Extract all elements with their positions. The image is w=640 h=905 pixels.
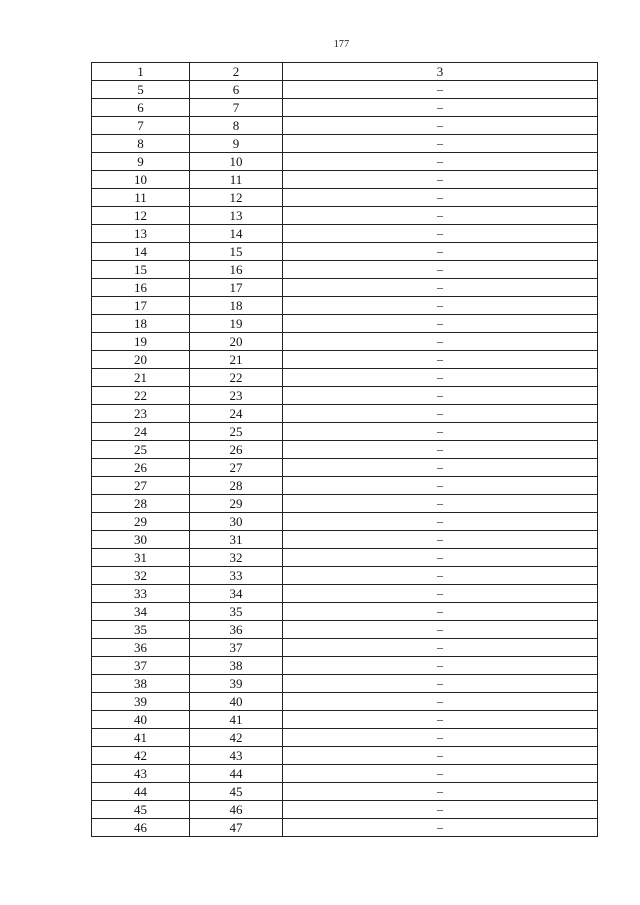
table-cell-col-1: 12 (92, 207, 190, 225)
table-cell-col-3: – (283, 99, 598, 117)
table-cell-col-1: 27 (92, 477, 190, 495)
table-cell-col-2: 23 (190, 387, 283, 405)
table-cell-col-3: – (283, 189, 598, 207)
table-row (92, 657, 598, 675)
table-row (92, 693, 598, 711)
table-cell-col-2: 12 (190, 189, 283, 207)
table-cell-col-3: – (283, 117, 598, 135)
table-cell-col-2: 32 (190, 549, 283, 567)
table-cell-col-1: 31 (92, 549, 190, 567)
table-cell-col-2: 34 (190, 585, 283, 603)
table-row (92, 117, 598, 135)
table-cell-col-2: 27 (190, 459, 283, 477)
table-cell-col-2: 47 (190, 819, 283, 837)
table-cell-col-2: 42 (190, 729, 283, 747)
table-cell-col-3: – (283, 693, 598, 711)
table-row (92, 423, 598, 441)
table-cell-col-3: – (283, 135, 598, 153)
table-row (92, 207, 598, 225)
table-cell-col-3: – (283, 333, 598, 351)
table-cell-col-1: 9 (92, 153, 190, 171)
table-cell-col-2: 13 (190, 207, 283, 225)
table-cell-col-3: – (283, 279, 598, 297)
table-cell-col-1: 28 (92, 495, 190, 513)
table-row (92, 477, 598, 495)
table-cell-col-3: – (283, 405, 598, 423)
table-cell-col-3: – (283, 729, 598, 747)
table-cell-col-3: – (283, 711, 598, 729)
table-row (92, 639, 598, 657)
table-cell-col-1: 45 (92, 801, 190, 819)
data-table (91, 62, 598, 837)
table-cell-col-2: 35 (190, 603, 283, 621)
table-cell-col-1: 20 (92, 351, 190, 369)
table-cell-col-2: 24 (190, 405, 283, 423)
table-cell-col-3: – (283, 423, 598, 441)
column-header-3: 3 (283, 63, 598, 81)
table-cell-col-2: 33 (190, 567, 283, 585)
table-cell-col-3: – (283, 81, 598, 99)
table-row (92, 459, 598, 477)
table-row (92, 621, 598, 639)
table-cell-col-1: 42 (92, 747, 190, 765)
table-body (92, 81, 598, 837)
table-cell-col-2: 14 (190, 225, 283, 243)
table-cell-col-2: 10 (190, 153, 283, 171)
table-cell-col-1: 18 (92, 315, 190, 333)
table-cell-col-1: 17 (92, 297, 190, 315)
table-cell-col-1: 19 (92, 333, 190, 351)
table-cell-col-3: – (283, 297, 598, 315)
table-row (92, 531, 598, 549)
table-cell-col-2: 28 (190, 477, 283, 495)
table-cell-col-3: – (283, 585, 598, 603)
table-row (92, 369, 598, 387)
table-row (92, 585, 598, 603)
table-cell-col-3: – (283, 459, 598, 477)
column-header-1: 1 (92, 63, 190, 81)
table-cell-col-2: 22 (190, 369, 283, 387)
table-cell-col-3: – (283, 351, 598, 369)
table-row (92, 441, 598, 459)
table-cell-col-2: 19 (190, 315, 283, 333)
table-row (92, 783, 598, 801)
table-cell-col-2: 17 (190, 279, 283, 297)
table-cell-col-3: – (283, 603, 598, 621)
table-cell-col-3: – (283, 531, 598, 549)
table-row (92, 315, 598, 333)
table-row (92, 513, 598, 531)
table-cell-col-1: 36 (92, 639, 190, 657)
table-cell-col-2: 46 (190, 801, 283, 819)
table-cell-col-2: 15 (190, 243, 283, 261)
table-cell-col-1: 16 (92, 279, 190, 297)
table-cell-col-1: 43 (92, 765, 190, 783)
table-row (92, 747, 598, 765)
table-cell-col-3: – (283, 153, 598, 171)
table-row (92, 189, 598, 207)
table-cell-col-2: 11 (190, 171, 283, 189)
table-cell-col-1: 32 (92, 567, 190, 585)
table-row (92, 333, 598, 351)
header-row (92, 63, 598, 81)
table-cell-col-1: 5 (92, 81, 190, 99)
table-cell-col-3: – (283, 387, 598, 405)
table-cell-col-1: 7 (92, 117, 190, 135)
table-cell-col-1: 40 (92, 711, 190, 729)
table-row (92, 711, 598, 729)
table-cell-col-1: 41 (92, 729, 190, 747)
table-cell-col-1: 22 (92, 387, 190, 405)
table-cell-col-1: 46 (92, 819, 190, 837)
table-cell-col-1: 24 (92, 423, 190, 441)
table-cell-col-3: – (283, 171, 598, 189)
table-cell-col-1: 10 (92, 171, 190, 189)
table-cell-col-2: 18 (190, 297, 283, 315)
table-row (92, 819, 598, 837)
table-cell-col-2: 44 (190, 765, 283, 783)
table-row (92, 765, 598, 783)
table-cell-col-3: – (283, 567, 598, 585)
table-cell-col-1: 15 (92, 261, 190, 279)
table-cell-col-2: 21 (190, 351, 283, 369)
table-cell-col-1: 44 (92, 783, 190, 801)
table-cell-col-1: 6 (92, 99, 190, 117)
table-cell-col-3: – (283, 801, 598, 819)
table-cell-col-1: 13 (92, 225, 190, 243)
table-cell-col-2: 39 (190, 675, 283, 693)
table-cell-col-2: 29 (190, 495, 283, 513)
table-cell-col-2: 36 (190, 621, 283, 639)
table-cell-col-1: 34 (92, 603, 190, 621)
table-row (92, 567, 598, 585)
table-row (92, 261, 598, 279)
table-cell-col-2: 9 (190, 135, 283, 153)
table-row (92, 225, 598, 243)
table-cell-col-2: 43 (190, 747, 283, 765)
table-cell-col-2: 16 (190, 261, 283, 279)
table-cell-col-3: – (283, 783, 598, 801)
table-cell-col-2: 40 (190, 693, 283, 711)
table-cell-col-2: 20 (190, 333, 283, 351)
table-cell-col-1: 8 (92, 135, 190, 153)
table-cell-col-1: 21 (92, 369, 190, 387)
table-cell-col-1: 33 (92, 585, 190, 603)
table-cell-col-3: – (283, 549, 598, 567)
table-cell-col-3: – (283, 477, 598, 495)
table-cell-col-1: 39 (92, 693, 190, 711)
table-cell-col-3: – (283, 243, 598, 261)
table-cell-col-2: 31 (190, 531, 283, 549)
table-row (92, 297, 598, 315)
table-cell-col-1: 23 (92, 405, 190, 423)
table-header (92, 63, 598, 81)
table-cell-col-3: – (283, 225, 598, 243)
table-cell-col-1: 14 (92, 243, 190, 261)
table-cell-col-1: 25 (92, 441, 190, 459)
table-cell-col-2: 26 (190, 441, 283, 459)
table-row (92, 675, 598, 693)
table-row (92, 279, 598, 297)
table-cell-col-3: – (283, 261, 598, 279)
table-cell-col-2: 25 (190, 423, 283, 441)
table-cell-col-3: – (283, 441, 598, 459)
table-cell-col-3: – (283, 675, 598, 693)
table-row (92, 549, 598, 567)
table-cell-col-3: – (283, 639, 598, 657)
page-number: 177 (333, 39, 350, 50)
table-cell-col-3: – (283, 765, 598, 783)
table-cell-col-1: 37 (92, 657, 190, 675)
table-cell-col-1: 38 (92, 675, 190, 693)
table-cell-col-2: 7 (190, 99, 283, 117)
table-row (92, 387, 598, 405)
table-cell-col-3: – (283, 495, 598, 513)
table-cell-col-2: 6 (190, 81, 283, 99)
table-row (92, 99, 598, 117)
table-cell-col-3: – (283, 369, 598, 387)
table-row (92, 603, 598, 621)
table-row (92, 81, 598, 99)
table-cell-col-2: 30 (190, 513, 283, 531)
table-cell-col-2: 45 (190, 783, 283, 801)
table-cell-col-2: 37 (190, 639, 283, 657)
table-cell-col-1: 26 (92, 459, 190, 477)
table-row (92, 405, 598, 423)
table-row (92, 171, 598, 189)
table-row (92, 243, 598, 261)
table-cell-col-1: 11 (92, 189, 190, 207)
table-row (92, 801, 598, 819)
column-header-2: 2 (190, 63, 283, 81)
table-cell-col-3: – (283, 657, 598, 675)
table-row (92, 351, 598, 369)
table-cell-col-1: 35 (92, 621, 190, 639)
table-cell-col-3: – (283, 621, 598, 639)
table-cell-col-3: – (283, 513, 598, 531)
table-cell-col-1: 30 (92, 531, 190, 549)
table-row (92, 135, 598, 153)
table-cell-col-2: 8 (190, 117, 283, 135)
table-cell-col-3: – (283, 819, 598, 837)
table-cell-col-3: – (283, 207, 598, 225)
table-row (92, 495, 598, 513)
table-cell-col-1: 29 (92, 513, 190, 531)
table-cell-col-2: 38 (190, 657, 283, 675)
table-row (92, 729, 598, 747)
table-cell-col-3: – (283, 747, 598, 765)
table-row (92, 153, 598, 171)
table-cell-col-3: – (283, 315, 598, 333)
table-cell-col-2: 41 (190, 711, 283, 729)
